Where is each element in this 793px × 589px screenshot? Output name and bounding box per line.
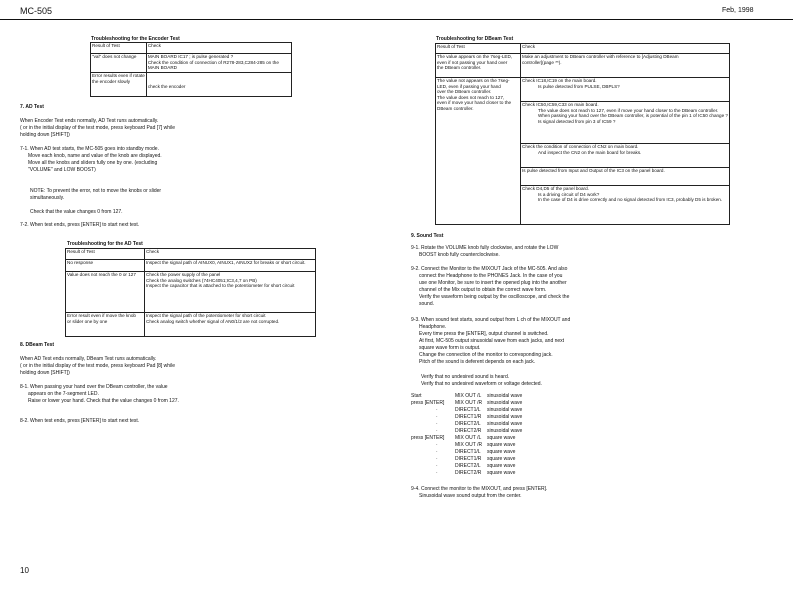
text-line: "val" does not change — [92, 54, 137, 59]
text-line: Every time press the [ENTER], output channel is switched. — [419, 331, 549, 337]
check-heading: Check D4,D5 of the panel board. — [522, 186, 589, 191]
dbeam-test-step-2: 8-2. When test ends, press [ENTER] to start next test. — [20, 418, 140, 424]
sound-test-step-4 — [411, 486, 547, 500]
header-cell: Check — [145, 249, 316, 260]
sequence-step: · — [436, 428, 438, 434]
text-line: LED, even if passing your hand — [437, 83, 501, 89]
text-line: the DBeam controller. — [437, 65, 482, 71]
dbeam-troubleshooting-table — [435, 43, 730, 225]
sequence-waveform: sinusoidal wave — [487, 414, 523, 420]
text-line: 9-1. Rotate the VOLUME knob fully clockwise, and rotate the LOW — [411, 245, 559, 251]
header-cell: Result of Test — [91, 43, 147, 54]
encoder-table-title: Troubleshooting for the Encoder Test — [91, 36, 180, 42]
sequence-row — [411, 400, 611, 407]
sequence-row — [411, 414, 611, 421]
sequence-output: DIRECT2/R — [455, 428, 482, 434]
sound-test-heading: 9. Sound Test — [411, 233, 444, 239]
text-line: Check the power supply of the panel — [146, 272, 221, 277]
text-line: 9-4. Connect the monitor to the MIXOUT, and press [ENTER]. — [411, 486, 548, 492]
check-cell — [146, 54, 291, 73]
sequence-step: · — [436, 421, 438, 427]
dbeam-test-heading: 8. DBeam Test — [20, 342, 55, 348]
check-detail: In the case of D4 is drive correctly and no signal detected from IC3, probably D5 is broken. — [538, 197, 723, 203]
sound-test-step-2 — [411, 266, 569, 308]
dbeam-test-intro — [20, 356, 175, 377]
sequence-output: DIRECT2/L — [455, 463, 481, 469]
sequence-output: DIRECT1/L — [455, 407, 481, 413]
text-line: MAIN BOARD IC17 ; is pulse generated ? — [147, 54, 234, 59]
sequence-output: MIX OUT /L — [455, 393, 482, 399]
text-line: No response — [67, 260, 94, 265]
result-cell — [66, 272, 145, 313]
text-line: 7-1. When AD test starts, the MC-505 goes into standby mode. — [20, 146, 159, 152]
text-line: Verify the waveform being output by the oscilloscope, and check the — [419, 294, 570, 300]
sequence-waveform: square wave — [487, 442, 516, 448]
sequence-step: · — [436, 407, 438, 413]
check-heading: Check IC50,IC59,C33 on main board. — [522, 102, 599, 107]
text-line: Check analog switch whether signal of AN0/1/2 are not corrupted. — [146, 318, 280, 324]
text-line: appears on the 7-segment LED. — [28, 391, 99, 397]
text-line: or slider one by one — [67, 318, 108, 324]
sound-sequence-list — [411, 393, 611, 477]
sequence-waveform: square wave — [487, 470, 516, 476]
text-line: holding down [SHIFT]) — [20, 132, 70, 138]
text-line: holding down [SHIFT]) — [20, 370, 70, 376]
text-line: Change the connection of the monitor to corresponding jack. — [419, 352, 553, 358]
check-detail: Is a driving circuit of D4 work? — [538, 191, 600, 197]
sequence-row — [411, 435, 611, 442]
check-cell — [521, 78, 730, 102]
text-line: the encoder slowly — [92, 78, 131, 84]
text-line: Error results even if rotate — [92, 73, 145, 78]
text-line: The value not appears on the 7seg- — [437, 78, 510, 83]
text-line: MAIN BOARD — [147, 65, 177, 71]
ad-test-step-1 — [20, 146, 162, 174]
check-detail: Is pulse detected from PULSE, DBPLS? — [538, 83, 620, 89]
sequence-row — [411, 456, 611, 463]
sequence-step: press [ENTER] — [411, 435, 445, 441]
sound-test-step-3 — [411, 317, 570, 366]
text-line: ( or in the initial display of the test mode, press keyboard Pad [8] while — [20, 363, 176, 369]
sequence-waveform: square wave — [487, 435, 516, 441]
text-line: Verify that no undesired waveform or voltage detected. — [421, 381, 542, 387]
sequence-step: · — [436, 470, 438, 476]
sequence-output: DIRECT2/R — [455, 470, 482, 476]
dbeam-table-title: Troubleshooting for DBeam Test — [436, 36, 514, 42]
text-line: even if not passing your hand over — [437, 59, 508, 65]
sequence-row — [411, 463, 611, 470]
sequence-row — [411, 449, 611, 456]
check-cell — [145, 313, 316, 337]
ad-test-check: Check that the value changes 0 from 127. — [30, 209, 123, 215]
text-line: Pitch of the sound is deferent depends on each jack. — [419, 359, 536, 365]
dbeam-test-step-1 — [20, 384, 179, 405]
document-date: Feb, 1998 — [722, 7, 754, 14]
result-cell — [91, 54, 147, 73]
header-cell: Result of Test — [436, 44, 521, 54]
sound-test-verify — [421, 374, 542, 388]
sequence-row — [411, 428, 611, 435]
text-line: Raise or lower your hand. Check that the value changes 0 from 127. — [28, 398, 179, 404]
sequence-step: Start — [411, 393, 422, 399]
header-cell: Result of Test — [66, 249, 145, 260]
sequence-step: · — [436, 414, 438, 420]
text-line: Value does not reach the 0 or 127 — [67, 272, 136, 277]
sound-test-step-1 — [411, 245, 558, 259]
check-cell — [521, 144, 730, 168]
check-detail: Is signal detected from pin 3 of IC59 ? — [538, 118, 616, 124]
text-line: 9-3. When sound test starts, sound output from L ch of the MIXOUT and — [411, 317, 571, 323]
sequence-output: DIRECT1/L — [455, 449, 481, 455]
check-detail: The value does not reach to 127, even if move your hand closer to the DBeam controller. — [538, 107, 719, 113]
text-line: over the DBeam controller. — [437, 89, 492, 95]
sequence-step: press [ENTER] — [411, 400, 445, 406]
ad-test-intro — [20, 118, 175, 139]
header-cell: Check — [521, 44, 730, 54]
sequence-waveform: square wave — [487, 449, 516, 455]
text-line: 9-2. Connect the Monitor to the MIXOUT Jack of the MC-505. And also — [411, 266, 568, 272]
text-line: even if move your hand closer to the — [437, 100, 512, 106]
result-cell — [66, 260, 145, 272]
sequence-output: DIRECT1/R — [455, 414, 482, 420]
ad-table-title: Troubleshooting for the AD Test — [67, 241, 143, 247]
text-line: Check the analog switches (74HC4051;IC3,4,7 on PB) — [146, 277, 257, 283]
text-line: NOTE: To prevent the error, not to move the knobs or slider — [30, 188, 162, 194]
check-cell — [145, 260, 316, 272]
text-line: Make an adjustment to DBeam controller with reference to [Adjusting DBeam — [522, 54, 679, 59]
header-cell: Check — [146, 43, 291, 54]
encoder-troubleshooting-table — [90, 42, 292, 97]
sequence-waveform: sinusoidal wave — [487, 421, 523, 427]
text-line: Sinusoidal wave sound output from the center. — [419, 493, 522, 499]
text-line: square wave form is output. — [419, 345, 481, 351]
document-model: MC-505 — [20, 6, 53, 16]
text-line: The value does not reach to 127, — [437, 94, 505, 100]
sequence-waveform: square wave — [487, 456, 516, 462]
page-number: 10 — [20, 566, 29, 575]
text-line: Inspect the signal path of the potentiometer for short circuit — [146, 313, 266, 318]
text-line: Inspect the signal path of AINUX0, AINUX1, AINUX2 for breaks or short circuit. — [146, 260, 306, 265]
sequence-row — [411, 407, 611, 414]
text-line: BOOST knob fully counterclockwise. — [419, 252, 500, 258]
text-line: channel of the Mix output to obtain the correct wave form. — [419, 287, 547, 293]
check-heading: Check IC18,IC19 on the main board. — [522, 78, 597, 83]
text-line: controller](page **). — [522, 59, 562, 65]
result-cell — [91, 73, 147, 97]
sequence-waveform: sinusoidal wave — [487, 393, 523, 399]
text-line: simultaneously. — [30, 195, 65, 201]
sequence-step: · — [436, 449, 438, 455]
text-line: When Encoder Test ends normally, AD Test runs automatically. — [20, 118, 159, 124]
text-line: sound. — [419, 301, 435, 307]
sequence-output: MIX OUT /R — [455, 442, 483, 448]
text-line: The value appears on the 7seg-LED, — [437, 54, 513, 59]
text-line: At first, MC-505 output sinusoidal wave from each jacks, and next — [419, 338, 565, 344]
sequence-step: · — [436, 463, 438, 469]
check-heading: Is pulse detected from Input and Output of the IC3 on the panel board. — [522, 168, 665, 173]
text-line: Inspect the capacitor that is attached to the potentiometer for short circuit — [146, 283, 295, 289]
sequence-output: MIX OUT /R — [455, 400, 483, 406]
check-cell — [521, 168, 730, 186]
sequence-output: MIX OUT /L — [455, 435, 482, 441]
sequence-row — [411, 421, 611, 428]
sequence-step: · — [436, 456, 438, 462]
text-line: use one Monitor, be sure to insert the opened plug into the another — [419, 280, 567, 286]
result-cell — [436, 54, 521, 78]
result-cell — [436, 78, 521, 225]
sequence-output: DIRECT1/R — [455, 456, 482, 462]
text-line: Error result even if move the knob — [67, 313, 136, 318]
ad-test-step-2: 7-2. When test ends, press [ENTER] to start next test. — [20, 222, 140, 228]
text-line: DBeam controller. — [437, 105, 474, 111]
text-line: connect the Headphone to the PHONES Jack. In the case of you — [419, 273, 563, 279]
text-line: ( or in the initial display of the test mode, press keyboard Pad [7] while — [20, 125, 176, 131]
check-cell — [521, 186, 730, 225]
check-detail: And inspect the CN2 on the main board for breaks. — [538, 149, 642, 155]
result-cell — [66, 313, 145, 337]
text-line: Verify that no undesired sound is heard. — [421, 374, 510, 380]
text-line: check the encoder — [147, 84, 186, 90]
text-line: When AD Test ends normally, DBeam Test runs automatically. — [20, 356, 157, 362]
check-heading: Check the condition of connection of CN2 on main board. — [522, 144, 639, 149]
ad-test-heading: 7. AD Test — [20, 104, 44, 110]
text-line: Move each knob, name and value of the knob are displayed. — [28, 153, 162, 159]
sequence-row — [411, 442, 611, 449]
header-rule — [0, 19, 793, 20]
text-line: 8-1. When passing your hand over the DBeam controller, the value — [20, 384, 168, 390]
check-cell — [145, 272, 316, 313]
text-line: Move all the knobs and sliders fully one by one. (excluding — [28, 160, 158, 166]
sequence-waveform: sinusoidal wave — [487, 407, 523, 413]
sequence-waveform: sinusoidal wave — [487, 428, 523, 434]
text-line: Headphone. — [419, 324, 447, 330]
text-line: "VOLUME" and LOW BOOST) — [28, 167, 96, 173]
sequence-step: · — [436, 442, 438, 448]
sequence-output: DIRECT2/L — [455, 421, 481, 427]
text-line: Check the condition of connection of R278-283,C284-285 on the — [147, 59, 279, 65]
check-cell — [146, 73, 291, 97]
check-cell — [521, 102, 730, 144]
sequence-row — [411, 393, 611, 400]
sequence-waveform: square wave — [487, 463, 516, 469]
check-cell — [521, 54, 730, 78]
check-detail: When passing your hand over the DBeam controller, is potential of the pin 1 of IC50 change ? — [538, 113, 728, 119]
ad-test-note — [30, 188, 161, 202]
sequence-row — [411, 470, 611, 477]
sequence-waveform: sinusoidal wave — [487, 400, 523, 406]
ad-troubleshooting-table — [65, 248, 316, 337]
